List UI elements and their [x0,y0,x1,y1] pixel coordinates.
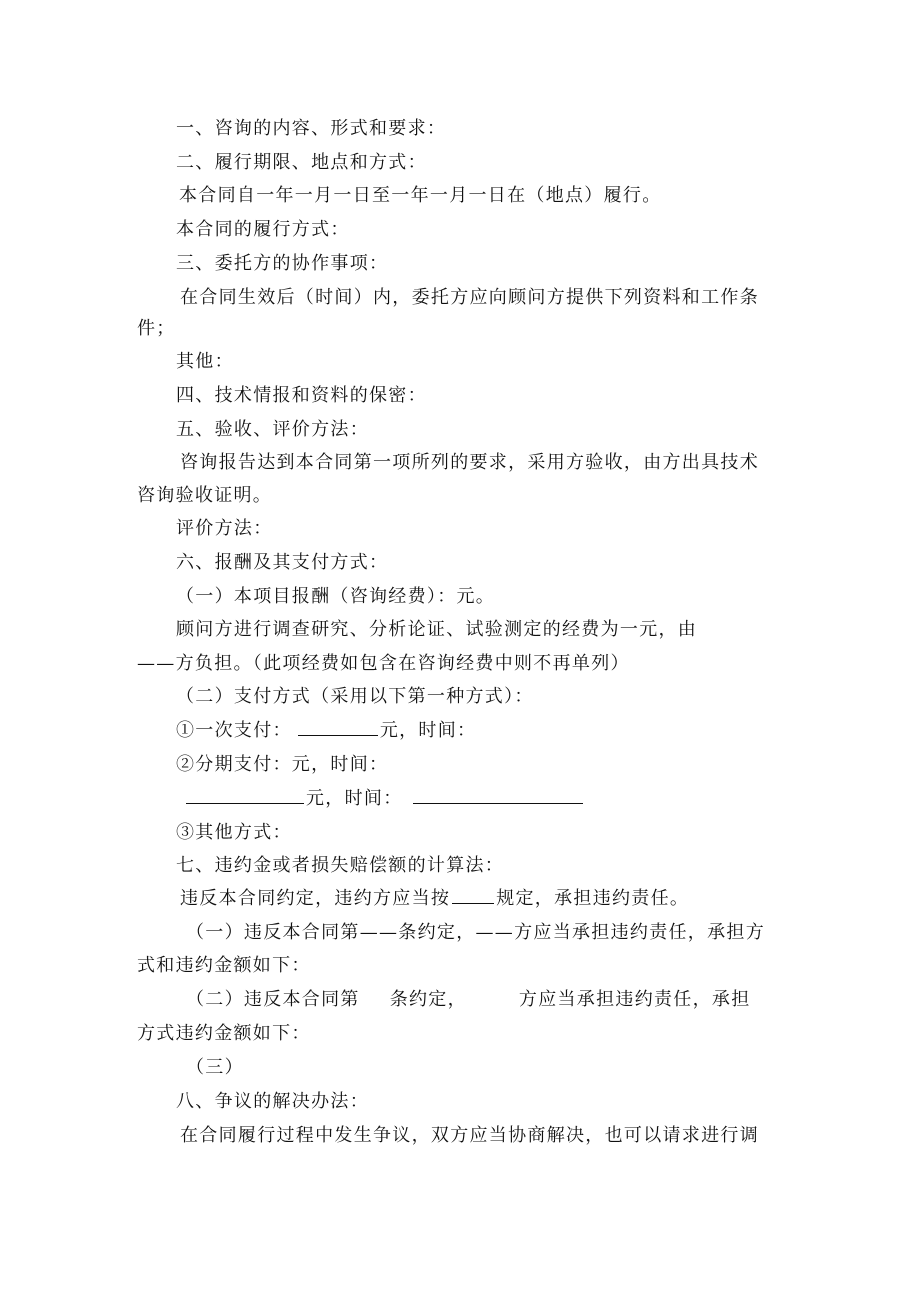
remuneration-item-1: （一）本项目报酬（咨询经费）：元。 [176,586,496,607]
installment-detail-line [186,788,583,810]
breach-item-1-line-2: 式和违约金额如下： [137,955,311,976]
acceptance-paragraph-line-1: 咨询报告达到本合同第一项所列的要求，采用方验收，由方出具技术 [180,452,759,473]
payment-method-heading: （二）支付方式（采用以下第一种方式）： [176,686,534,707]
heading-consult-content: 一、咨询的内容、形式和要求： [176,118,447,139]
performance-method-text: 本合同的履行方式： [176,219,350,240]
amount-blank [298,721,378,736]
breach-general-line [180,888,689,910]
breach-item-2-part-b: 条约定， [389,989,467,1010]
lump-sum-tail: 元，时间： [379,720,477,741]
breach-general-text-b: 规定，承担违约责任。 [496,888,690,909]
breach-general-text-a: 违反本合同约定，违约方应当按 [180,888,451,909]
research-cost-line-2: ——方负担。（此项经费如包含在咨询经费中则不再单列） [137,653,630,674]
other-payment-method: ③其他方式： [176,822,292,843]
heading-client-cooperation: 三、委托方的协作事项： [176,253,389,274]
research-cost-line-1: 顾问方进行调查研究、分析论证、试验测定的经费为一元，由 [176,619,698,640]
breach-item-2-line-2: 方式违约金额如下： [137,1023,311,1044]
breach-item-2-part-a: （二）违反本合同第 [186,989,360,1010]
breach-item-3: （三） [186,1057,244,1078]
installment-payment-line: ②分期支付：元，时间： [176,754,389,775]
breach-item-2-part-c: 方应当承担违约责任，承担 [518,989,751,1010]
installment-detail-text: 元，时间： [306,788,403,809]
other-text: 其他： [176,351,234,372]
breach-rule-blank [452,889,494,904]
breach-item-1-line-1: （一）违反本合同第——条约定，——方应当承担违约责任，承担方 [186,922,765,943]
heading-term-place-method: 二、履行期限、地点和方式： [176,152,427,173]
lump-sum-label: ①一次支付： [176,720,292,741]
evaluation-method-text: 评价方法： [176,518,273,539]
contract-period-text: 本合同自一年一月一日至一年一月一日在（地点）履行。 [179,185,662,206]
heading-confidentiality: 四、技术情报和资料的保密： [176,385,427,406]
cooperation-paragraph-line-1: 在合同生效后（时间）内，委托方应向顾问方提供下列资料和工作条 [180,287,759,308]
lump-sum-payment-line [176,720,476,742]
installment-amount-blank [186,789,304,804]
heading-remuneration: 六、报酬及其支付方式： [176,552,389,573]
heading-acceptance-evaluation: 五、验收、评价方法： [176,419,369,440]
installment-time-blank [413,789,583,804]
heading-dispute-resolution: 八、争议的解决办法： [176,1091,369,1112]
heading-liquidated-damages: 七、违约金或者损失赔偿额的计算法： [176,855,505,876]
breach-item-2-line-1 [186,989,751,1011]
dispute-paragraph-line-1: 在合同履行过程中发生争议，双方应当协商解决，也可以请求进行调 [180,1125,759,1146]
cooperation-paragraph-line-2: 件； [137,318,176,339]
acceptance-paragraph-line-2: 咨询验收证明。 [137,485,273,506]
